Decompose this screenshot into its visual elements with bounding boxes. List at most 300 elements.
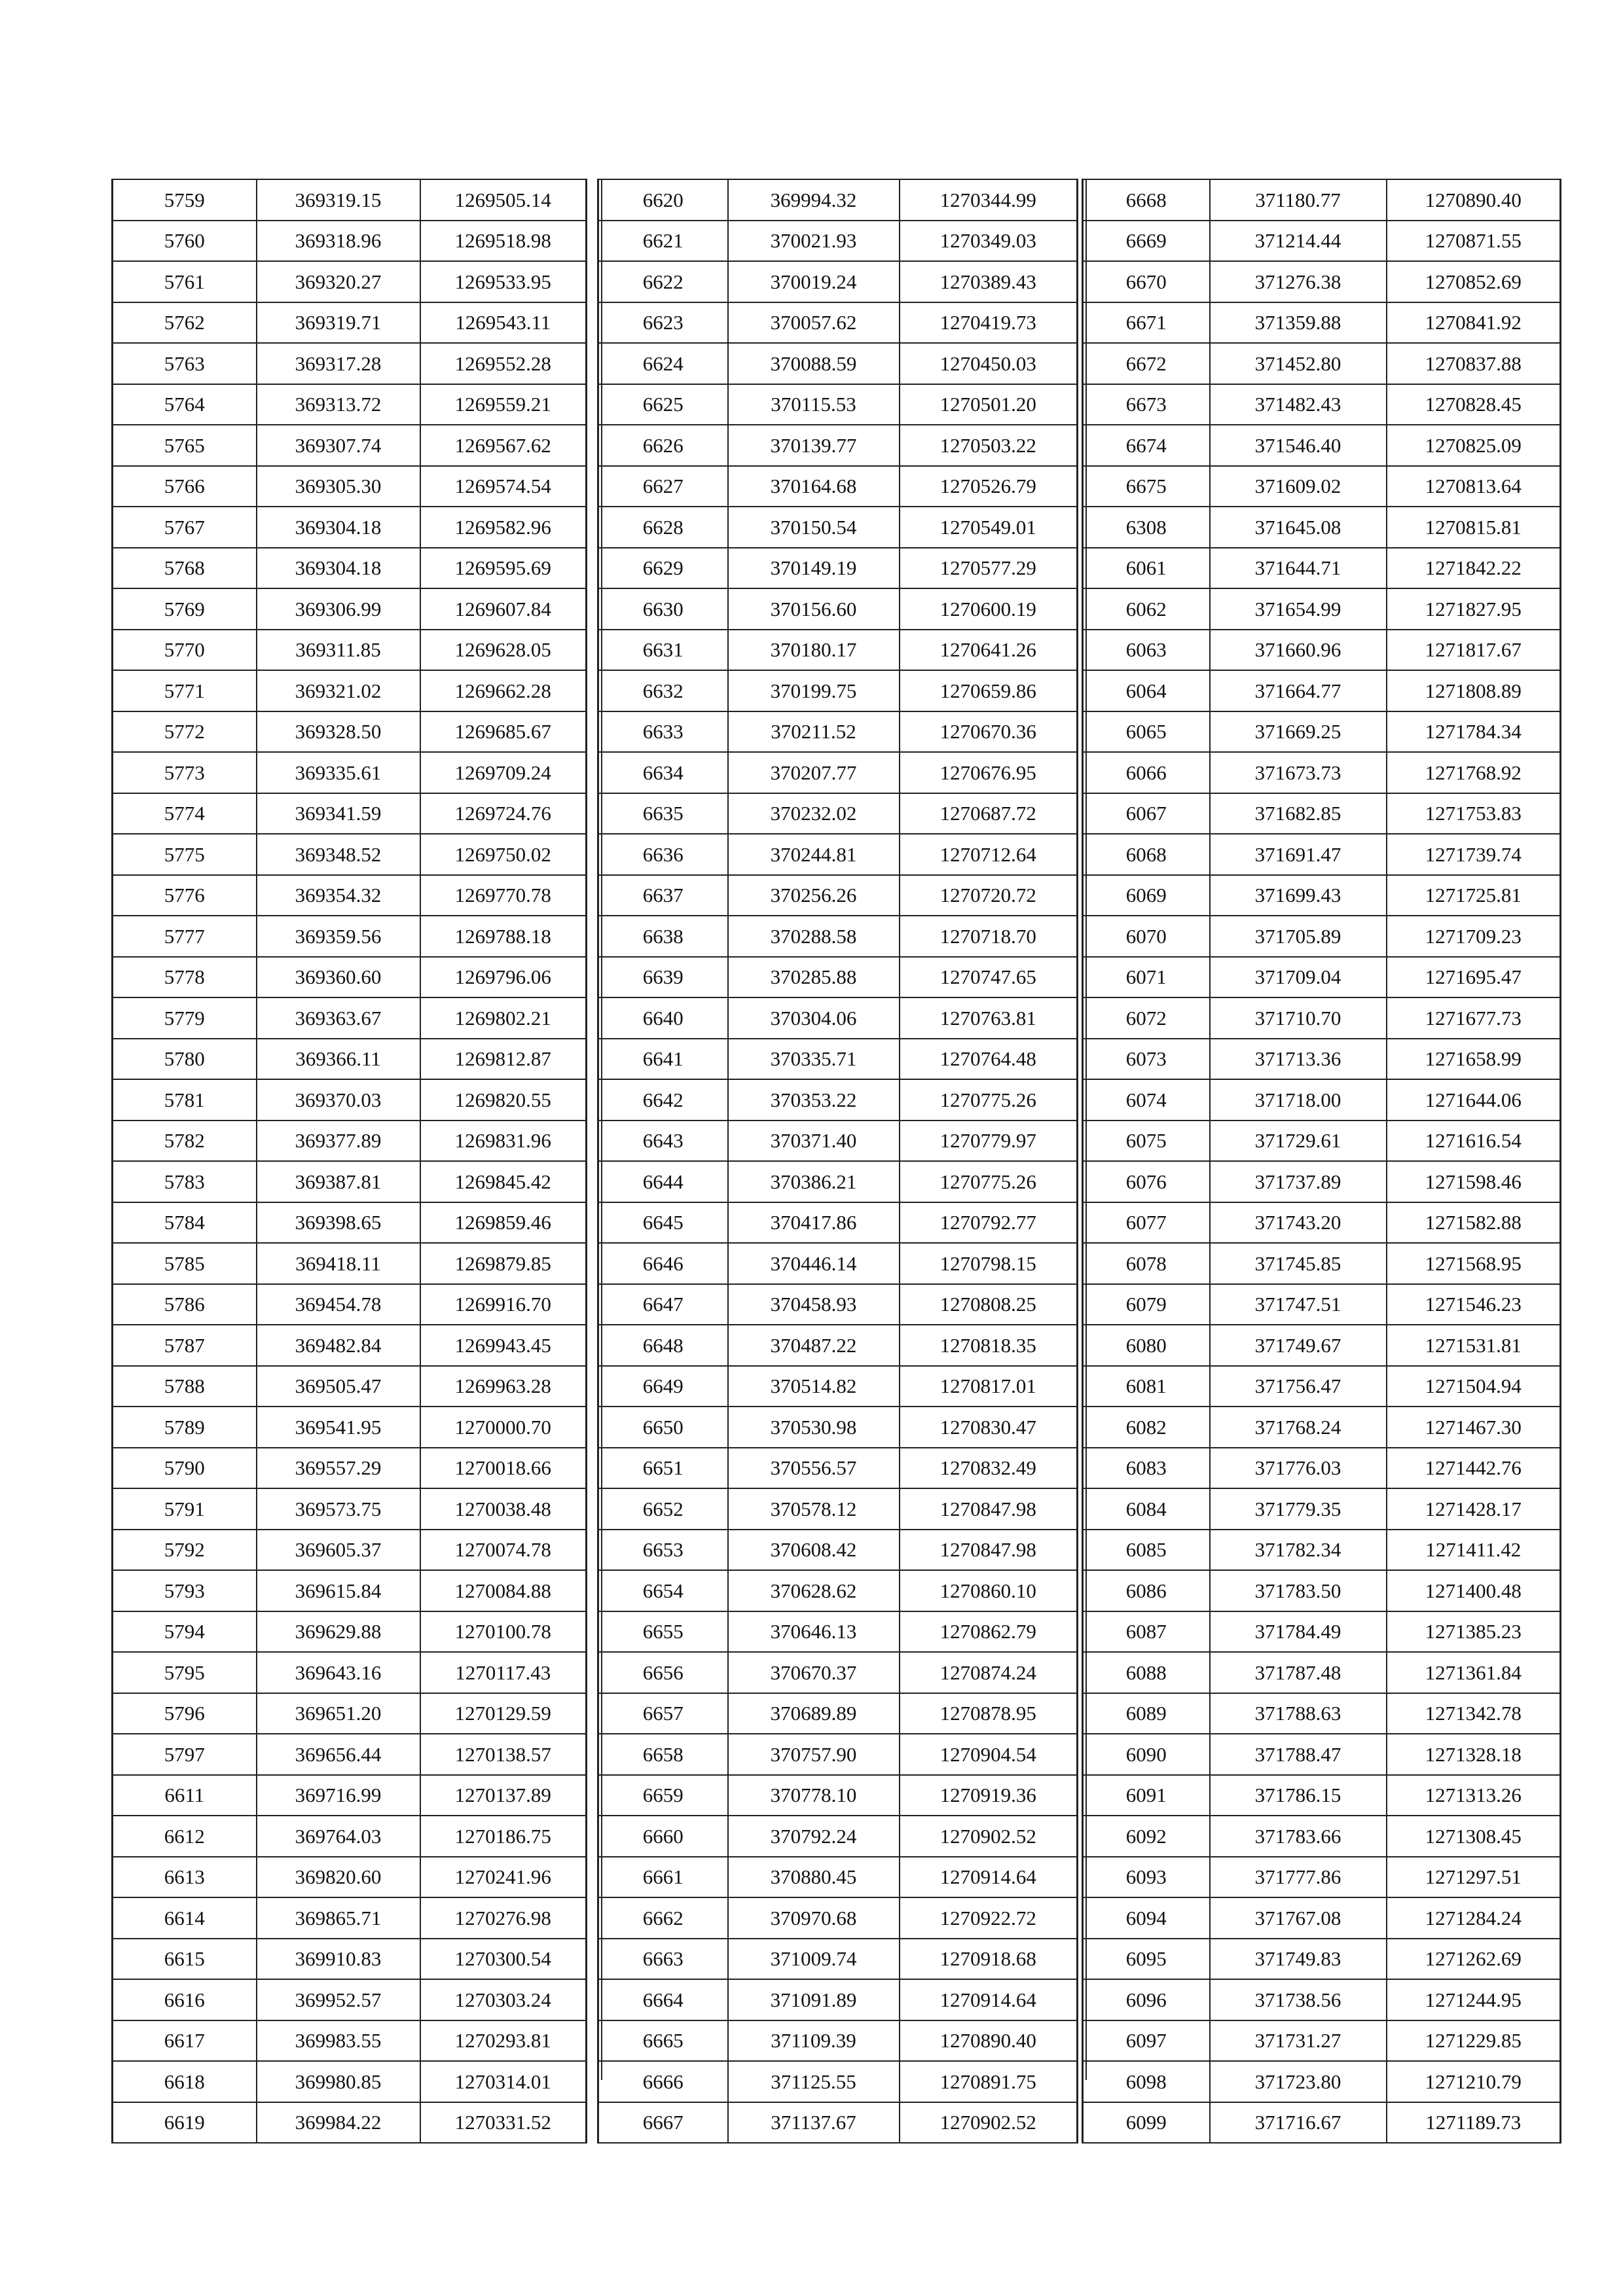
point-number: 5770 xyxy=(113,630,257,671)
y-coordinate: 1271616.54 xyxy=(1387,1121,1561,1162)
point-number: 6651 xyxy=(598,1448,728,1489)
point-number: 6634 xyxy=(598,752,728,793)
point-number: 6087 xyxy=(1083,1611,1210,1653)
x-coordinate: 371609.02 xyxy=(1210,466,1387,507)
table-row xyxy=(598,916,1078,957)
point-number: 6626 xyxy=(598,425,728,466)
table-row xyxy=(598,548,1078,589)
y-coordinate: 1270764.48 xyxy=(900,1039,1078,1080)
point-number: 6094 xyxy=(1083,1897,1210,1939)
y-coordinate: 1271827.95 xyxy=(1387,588,1561,630)
table-row xyxy=(113,343,587,384)
y-coordinate: 1269685.67 xyxy=(420,711,587,753)
table-row xyxy=(113,1611,587,1653)
table-row xyxy=(598,466,1078,507)
table-row xyxy=(113,1652,587,1693)
point-number: 5760 xyxy=(113,221,257,262)
y-coordinate: 1271842.22 xyxy=(1387,548,1561,589)
x-coordinate: 369605.37 xyxy=(257,1530,420,1571)
x-coordinate: 369370.03 xyxy=(257,1079,420,1121)
point-number: 5790 xyxy=(113,1448,257,1489)
y-coordinate: 1270871.55 xyxy=(1387,221,1561,262)
x-coordinate: 369304.18 xyxy=(257,507,420,548)
x-coordinate: 371782.34 xyxy=(1210,1530,1387,1571)
point-number: 5762 xyxy=(113,302,257,344)
point-number: 6674 xyxy=(1083,425,1210,466)
table-row xyxy=(598,1366,1078,1407)
table-row xyxy=(113,1079,587,1121)
coordinate-table-body xyxy=(598,179,1078,2143)
x-coordinate: 369629.88 xyxy=(257,1611,420,1653)
point-number: 5789 xyxy=(113,1407,257,1448)
x-coordinate: 369320.27 xyxy=(257,261,420,302)
point-number: 5793 xyxy=(113,1570,257,1611)
table-row xyxy=(1083,1079,1561,1121)
point-number: 6099 xyxy=(1083,2102,1210,2144)
point-number: 6664 xyxy=(598,1979,728,2020)
y-coordinate: 1270918.68 xyxy=(900,1939,1078,1980)
table-row xyxy=(598,1611,1078,1653)
y-coordinate: 1271244.95 xyxy=(1387,1979,1561,2020)
y-coordinate: 1270100.78 xyxy=(420,1611,587,1653)
table-row xyxy=(113,1325,587,1366)
y-coordinate: 1270349.03 xyxy=(900,221,1078,262)
table-row xyxy=(1083,1611,1561,1653)
x-coordinate: 369573.75 xyxy=(257,1488,420,1530)
x-coordinate: 371783.50 xyxy=(1210,1570,1387,1611)
y-coordinate: 1271546.23 xyxy=(1387,1284,1561,1325)
table-row xyxy=(113,1816,587,1857)
y-coordinate: 1270074.78 xyxy=(420,1530,587,1571)
y-coordinate: 1270862.79 xyxy=(900,1611,1078,1653)
y-coordinate: 1271442.76 xyxy=(1387,1448,1561,1489)
x-coordinate: 369541.95 xyxy=(257,1407,420,1448)
y-coordinate: 1270815.81 xyxy=(1387,507,1561,548)
point-number: 6640 xyxy=(598,997,728,1039)
y-coordinate: 1270293.81 xyxy=(420,2020,587,2062)
x-coordinate: 370353.22 xyxy=(728,1079,900,1121)
y-coordinate: 1271725.81 xyxy=(1387,875,1561,916)
y-coordinate: 1269628.05 xyxy=(420,630,587,671)
table-row xyxy=(1083,875,1561,916)
table-row xyxy=(113,997,587,1039)
x-coordinate: 370256.26 xyxy=(728,875,900,916)
y-coordinate: 1271531.81 xyxy=(1387,1325,1561,1366)
table-row xyxy=(113,507,587,548)
point-number: 5779 xyxy=(113,997,257,1039)
table-row xyxy=(113,834,587,875)
x-coordinate: 370487.22 xyxy=(728,1325,900,1366)
x-coordinate: 371731.27 xyxy=(1210,2020,1387,2062)
point-number: 6096 xyxy=(1083,1979,1210,2020)
table-row xyxy=(1083,1775,1561,1816)
table-row xyxy=(598,507,1078,548)
x-coordinate: 370244.81 xyxy=(728,834,900,875)
y-coordinate: 1270874.24 xyxy=(900,1652,1078,1693)
x-coordinate: 369311.85 xyxy=(257,630,420,671)
point-number: 6620 xyxy=(598,179,728,221)
point-number: 6663 xyxy=(598,1939,728,1980)
x-coordinate: 371699.43 xyxy=(1210,875,1387,916)
point-number: 6085 xyxy=(1083,1530,1210,1571)
y-coordinate: 1270549.01 xyxy=(900,507,1078,548)
table-row xyxy=(113,875,587,916)
table-row xyxy=(598,1570,1078,1611)
table-row xyxy=(1083,793,1561,834)
y-coordinate: 1270084.88 xyxy=(420,1570,587,1611)
table-row xyxy=(598,2102,1078,2144)
x-coordinate: 369321.02 xyxy=(257,670,420,711)
y-coordinate: 1271342.78 xyxy=(1387,1693,1561,1734)
x-coordinate: 371137.67 xyxy=(728,2102,900,2144)
x-coordinate: 371743.20 xyxy=(1210,1202,1387,1244)
table-row xyxy=(1083,1857,1561,1898)
x-coordinate: 369319.15 xyxy=(257,179,420,221)
y-coordinate: 1270902.52 xyxy=(900,2102,1078,2144)
y-coordinate: 1270389.43 xyxy=(900,261,1078,302)
y-coordinate: 1269533.95 xyxy=(420,261,587,302)
x-coordinate: 371784.49 xyxy=(1210,1611,1387,1653)
table-row xyxy=(1083,1202,1561,1244)
y-coordinate: 1270137.89 xyxy=(420,1775,587,1816)
x-coordinate: 371709.04 xyxy=(1210,957,1387,998)
x-coordinate: 371359.88 xyxy=(1210,302,1387,344)
x-coordinate: 371783.66 xyxy=(1210,1816,1387,1857)
point-number: 6091 xyxy=(1083,1775,1210,1816)
x-coordinate: 370156.60 xyxy=(728,588,900,630)
x-coordinate: 371729.61 xyxy=(1210,1121,1387,1162)
table-row xyxy=(113,1366,587,1407)
y-coordinate: 1270847.98 xyxy=(900,1530,1078,1571)
x-coordinate: 370386.21 xyxy=(728,1161,900,1202)
point-number: 6064 xyxy=(1083,670,1210,711)
y-coordinate: 1270922.72 xyxy=(900,1897,1078,1939)
x-coordinate: 370285.88 xyxy=(728,957,900,998)
point-number: 6074 xyxy=(1083,1079,1210,1121)
x-coordinate: 369341.59 xyxy=(257,793,420,834)
point-number: 6647 xyxy=(598,1284,728,1325)
table-row xyxy=(598,588,1078,630)
table-row xyxy=(1083,261,1561,302)
point-number: 6629 xyxy=(598,548,728,589)
point-number: 6622 xyxy=(598,261,728,302)
x-coordinate: 369557.29 xyxy=(257,1448,420,1489)
y-coordinate: 1270891.75 xyxy=(900,2061,1078,2102)
x-coordinate: 371716.67 xyxy=(1210,2102,1387,2144)
x-coordinate: 371654.99 xyxy=(1210,588,1387,630)
point-number: 6619 xyxy=(113,2102,257,2144)
y-coordinate: 1269750.02 xyxy=(420,834,587,875)
point-number: 5784 xyxy=(113,1202,257,1244)
table-row xyxy=(598,793,1078,834)
x-coordinate: 369307.74 xyxy=(257,425,420,466)
y-coordinate: 1269788.18 xyxy=(420,916,587,957)
point-number: 5776 xyxy=(113,875,257,916)
table-row xyxy=(1083,1039,1561,1080)
x-coordinate: 369643.16 xyxy=(257,1652,420,1693)
x-coordinate: 370115.53 xyxy=(728,384,900,425)
table-row xyxy=(598,1407,1078,1448)
point-number: 5773 xyxy=(113,752,257,793)
table-row xyxy=(1083,1325,1561,1366)
point-number: 6088 xyxy=(1083,1652,1210,1693)
point-number: 5763 xyxy=(113,343,257,384)
point-number: 6661 xyxy=(598,1857,728,1898)
x-coordinate: 369820.60 xyxy=(257,1857,420,1898)
y-coordinate: 1270501.20 xyxy=(900,384,1078,425)
x-coordinate: 370670.37 xyxy=(728,1652,900,1693)
y-coordinate: 1271210.79 xyxy=(1387,2061,1561,2102)
table-row xyxy=(1083,507,1561,548)
point-number: 6063 xyxy=(1083,630,1210,671)
table-row xyxy=(113,1039,587,1080)
table-row xyxy=(598,343,1078,384)
point-number: 6665 xyxy=(598,2020,728,2062)
y-coordinate: 1269943.45 xyxy=(420,1325,587,1366)
x-coordinate: 369980.85 xyxy=(257,2061,420,2102)
table-row xyxy=(113,1570,587,1611)
x-coordinate: 371645.08 xyxy=(1210,507,1387,548)
x-coordinate: 369418.11 xyxy=(257,1243,420,1284)
point-number: 6613 xyxy=(113,1857,257,1898)
table-row xyxy=(1083,1570,1561,1611)
x-coordinate: 369319.71 xyxy=(257,302,420,344)
x-coordinate: 369348.52 xyxy=(257,834,420,875)
x-coordinate: 370689.89 xyxy=(728,1693,900,1734)
x-coordinate: 370556.57 xyxy=(728,1448,900,1489)
table-row xyxy=(1083,343,1561,384)
x-coordinate: 370057.62 xyxy=(728,302,900,344)
table-row xyxy=(598,834,1078,875)
coordinate-table-body xyxy=(1083,179,1561,2143)
table-row xyxy=(113,1202,587,1244)
x-coordinate: 371786.15 xyxy=(1210,1775,1387,1816)
table-row xyxy=(113,1488,587,1530)
point-number: 6644 xyxy=(598,1161,728,1202)
point-number: 6073 xyxy=(1083,1039,1210,1080)
table-row xyxy=(1083,916,1561,957)
table-row xyxy=(113,179,587,221)
y-coordinate: 1269963.28 xyxy=(420,1366,587,1407)
table-row xyxy=(1083,1243,1561,1284)
point-number: 6631 xyxy=(598,630,728,671)
coordinate-table-block-2 xyxy=(597,179,1078,2144)
table-row xyxy=(113,1407,587,1448)
y-coordinate: 1269582.96 xyxy=(420,507,587,548)
point-number: 6667 xyxy=(598,2102,728,2144)
point-number: 5774 xyxy=(113,793,257,834)
y-coordinate: 1271784.34 xyxy=(1387,711,1561,753)
y-coordinate: 1270890.40 xyxy=(900,2020,1078,2062)
table-row xyxy=(598,1121,1078,1162)
y-coordinate: 1269802.21 xyxy=(420,997,587,1039)
point-number: 5794 xyxy=(113,1611,257,1653)
y-coordinate: 1271817.67 xyxy=(1387,630,1561,671)
table-row xyxy=(113,752,587,793)
point-number: 6081 xyxy=(1083,1366,1210,1407)
point-number: 5772 xyxy=(113,711,257,753)
point-number: 6098 xyxy=(1083,2061,1210,2102)
y-coordinate: 1269543.11 xyxy=(420,302,587,344)
table-row xyxy=(113,670,587,711)
point-number: 6086 xyxy=(1083,1570,1210,1611)
x-coordinate: 369984.22 xyxy=(257,2102,420,2144)
x-coordinate: 370211.52 xyxy=(728,711,900,753)
x-coordinate: 370578.12 xyxy=(728,1488,900,1530)
point-number: 6095 xyxy=(1083,1939,1210,1980)
table-row xyxy=(113,425,587,466)
point-number: 6061 xyxy=(1083,548,1210,589)
point-number: 6612 xyxy=(113,1816,257,1857)
point-number: 6670 xyxy=(1083,261,1210,302)
y-coordinate: 1271644.06 xyxy=(1387,1079,1561,1121)
point-number: 6076 xyxy=(1083,1161,1210,1202)
table-row xyxy=(113,916,587,957)
y-coordinate: 1270904.54 xyxy=(900,1734,1078,1775)
x-coordinate: 369651.20 xyxy=(257,1693,420,1734)
x-coordinate: 371756.47 xyxy=(1210,1366,1387,1407)
point-number: 5764 xyxy=(113,384,257,425)
point-number: 6075 xyxy=(1083,1121,1210,1162)
table-row xyxy=(598,752,1078,793)
x-coordinate: 371009.74 xyxy=(728,1939,900,1980)
coordinate-table-body xyxy=(113,179,587,2143)
x-coordinate: 371091.89 xyxy=(728,1979,900,2020)
table-row xyxy=(598,2061,1078,2102)
table-row xyxy=(598,261,1078,302)
point-number: 6077 xyxy=(1083,1202,1210,1244)
point-number: 6655 xyxy=(598,1611,728,1653)
x-coordinate: 371777.86 xyxy=(1210,1857,1387,1898)
table-row xyxy=(1083,221,1561,262)
table-row xyxy=(598,221,1078,262)
point-number: 6624 xyxy=(598,343,728,384)
point-number: 5771 xyxy=(113,670,257,711)
table-row xyxy=(598,1775,1078,1816)
point-number: 6666 xyxy=(598,2061,728,2102)
y-coordinate: 1270779.97 xyxy=(900,1121,1078,1162)
table-row xyxy=(598,1693,1078,1734)
x-coordinate: 370149.19 xyxy=(728,548,900,589)
point-number: 6657 xyxy=(598,1693,728,1734)
y-coordinate: 1270792.77 xyxy=(900,1202,1078,1244)
table-row xyxy=(1083,1530,1561,1571)
y-coordinate: 1270712.64 xyxy=(900,834,1078,875)
x-coordinate: 371768.24 xyxy=(1210,1407,1387,1448)
x-coordinate: 371180.77 xyxy=(1210,179,1387,221)
point-number: 5795 xyxy=(113,1652,257,1693)
x-coordinate: 370778.10 xyxy=(728,1775,900,1816)
table-row xyxy=(598,1652,1078,1693)
x-coordinate: 371664.77 xyxy=(1210,670,1387,711)
y-coordinate: 1270763.81 xyxy=(900,997,1078,1039)
y-coordinate: 1271297.51 xyxy=(1387,1857,1561,1898)
table-row xyxy=(113,957,587,998)
y-coordinate: 1271400.48 xyxy=(1387,1570,1561,1611)
table-row xyxy=(113,1243,587,1284)
table-row xyxy=(1083,1161,1561,1202)
y-coordinate: 1271467.30 xyxy=(1387,1407,1561,1448)
x-coordinate: 371214.44 xyxy=(1210,221,1387,262)
y-coordinate: 1271262.69 xyxy=(1387,1939,1561,1980)
x-coordinate: 370019.24 xyxy=(728,261,900,302)
point-number: 6083 xyxy=(1083,1448,1210,1489)
y-coordinate: 1271428.17 xyxy=(1387,1488,1561,1530)
x-coordinate: 370180.17 xyxy=(728,630,900,671)
point-number: 6638 xyxy=(598,916,728,957)
table-row xyxy=(598,1448,1078,1489)
x-coordinate: 371749.83 xyxy=(1210,1939,1387,1980)
y-coordinate: 1270577.29 xyxy=(900,548,1078,589)
point-number: 6066 xyxy=(1083,752,1210,793)
y-coordinate: 1270775.26 xyxy=(900,1079,1078,1121)
x-coordinate: 370792.24 xyxy=(728,1816,900,1857)
x-coordinate: 369764.03 xyxy=(257,1816,420,1857)
x-coordinate: 371125.55 xyxy=(728,2061,900,2102)
point-number: 6090 xyxy=(1083,1734,1210,1775)
table-row xyxy=(598,1243,1078,1284)
x-coordinate: 370021.93 xyxy=(728,221,900,262)
x-coordinate: 369387.81 xyxy=(257,1161,420,1202)
x-coordinate: 370970.68 xyxy=(728,1897,900,1939)
table-row xyxy=(598,997,1078,1039)
y-coordinate: 1271308.45 xyxy=(1387,1816,1561,1857)
point-number: 6669 xyxy=(1083,221,1210,262)
y-coordinate: 1270818.35 xyxy=(900,1325,1078,1366)
point-number: 5788 xyxy=(113,1366,257,1407)
point-number: 6089 xyxy=(1083,1693,1210,1734)
table-row xyxy=(1083,1939,1561,1980)
y-coordinate: 1271658.99 xyxy=(1387,1039,1561,1080)
table-row xyxy=(598,1079,1078,1121)
x-coordinate: 371705.89 xyxy=(1210,916,1387,957)
x-coordinate: 371788.47 xyxy=(1210,1734,1387,1775)
point-number: 6082 xyxy=(1083,1407,1210,1448)
table-row xyxy=(113,1693,587,1734)
x-coordinate: 371710.70 xyxy=(1210,997,1387,1039)
point-number: 6672 xyxy=(1083,343,1210,384)
table-row xyxy=(1083,1897,1561,1939)
table-row xyxy=(113,711,587,753)
table-row xyxy=(1083,752,1561,793)
table-row xyxy=(1083,711,1561,753)
point-number: 6660 xyxy=(598,1816,728,1857)
x-coordinate: 371546.40 xyxy=(1210,425,1387,466)
table-row xyxy=(1083,548,1561,589)
point-number: 6630 xyxy=(598,588,728,630)
table-row xyxy=(1083,1366,1561,1407)
x-coordinate: 370646.13 xyxy=(728,1611,900,1653)
y-coordinate: 1270129.59 xyxy=(420,1693,587,1734)
x-coordinate: 369994.32 xyxy=(728,179,900,221)
point-number: 6673 xyxy=(1083,384,1210,425)
y-coordinate: 1270303.24 xyxy=(420,1979,587,2020)
x-coordinate: 371747.51 xyxy=(1210,1284,1387,1325)
y-coordinate: 1269607.84 xyxy=(420,588,587,630)
table-row xyxy=(598,179,1078,221)
table-row xyxy=(1083,425,1561,466)
point-number: 6648 xyxy=(598,1325,728,1366)
point-number: 6072 xyxy=(1083,997,1210,1039)
point-number: 6637 xyxy=(598,875,728,916)
table-row xyxy=(1083,2020,1561,2062)
y-coordinate: 1269831.96 xyxy=(420,1121,587,1162)
table-row xyxy=(1083,997,1561,1039)
x-coordinate: 370530.98 xyxy=(728,1407,900,1448)
point-number: 6071 xyxy=(1083,957,1210,998)
y-coordinate: 1270600.19 xyxy=(900,588,1078,630)
point-number: 6093 xyxy=(1083,1857,1210,1898)
